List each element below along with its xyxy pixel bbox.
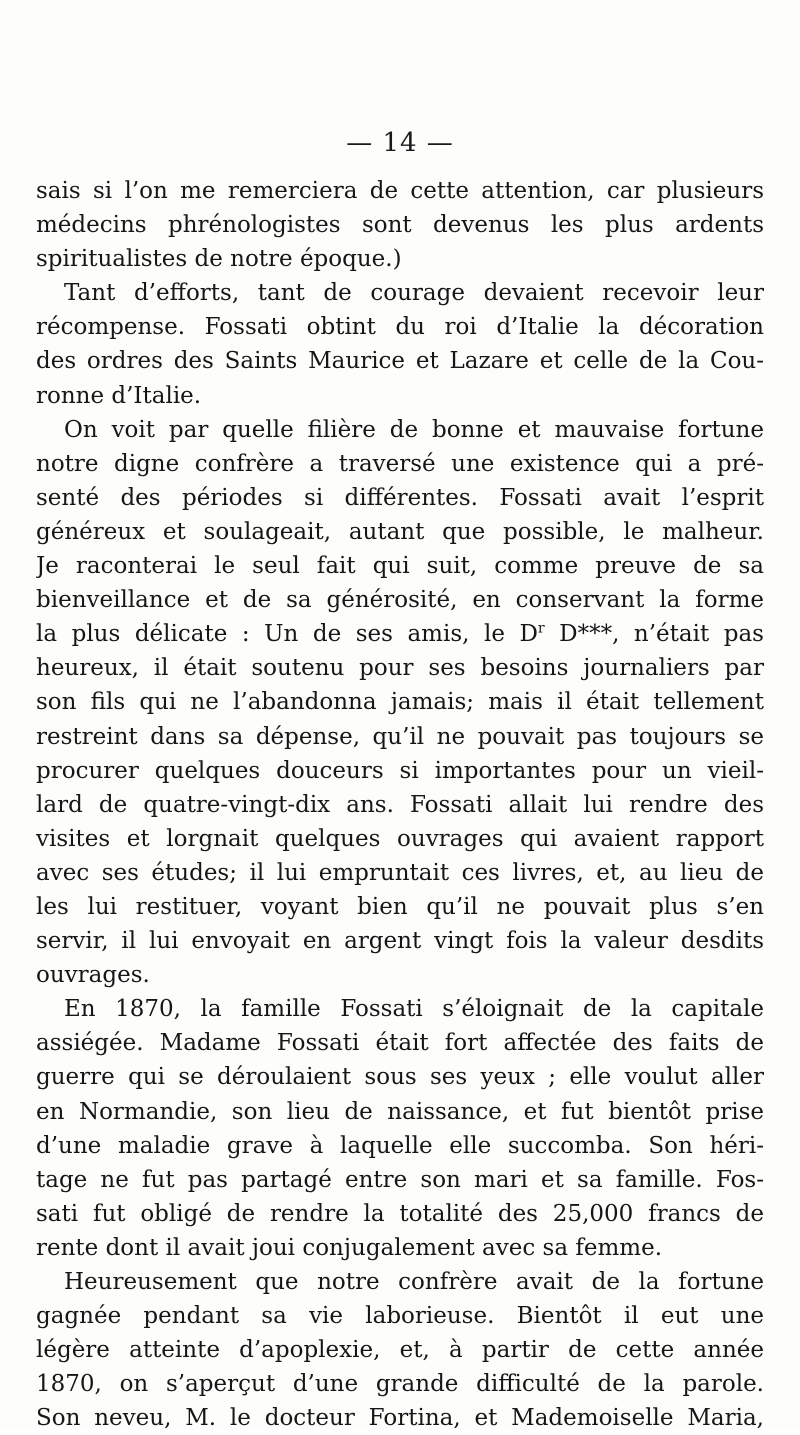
text-line: restreint dans sa dépense, qu’il ne pouvait pas toujours se (36, 723, 764, 750)
text-line: son fils qui ne l’abandonna jamais; mais il était tellement (36, 689, 764, 716)
text-line: gagnée pendant sa vie laborieuse. Bientôt il eut une (36, 1303, 764, 1330)
text-line: Heureusement que notre confrère avait de la fortune (64, 1269, 764, 1295)
text-line: Son neveu, M. le docteur Fortina, et Mademoiselle Maria, (36, 1405, 764, 1432)
text-line-end: D***, n’était pas (544, 621, 764, 648)
text-line: des ordres des Saints Maurice et Lazare et celle de la Cou- (36, 348, 764, 375)
text-line: senté des périodes si différentes. Fossati avait l’esprit (36, 484, 764, 511)
text-line: légère atteinte d’apoplexie, et, à partir de cette année (36, 1337, 764, 1364)
page-number: — 14 — (346, 128, 454, 158)
text-line: ronne d’Italie. (36, 382, 202, 409)
text-line: heureux, il était soutenu pour ses besoins journaliers par (36, 655, 764, 682)
text-line: guerre qui se déroulaient sous ses yeux ; elle voulut aller (36, 1064, 764, 1091)
text-line: notre digne confrère a traversé une existence qui a pré- (36, 450, 764, 477)
text-line: spiritualistes de notre époque.) (36, 246, 402, 273)
text-line: d’une maladie grave à laquelle elle succomba. Son héri- (36, 1132, 764, 1159)
text-line: visites et lorgnait quelques ouvrages qui avaient rapport (36, 825, 764, 852)
text-line: récompense. Fossati obtint du roi d’Italie la décoration (36, 314, 764, 341)
text-line (36, 617, 764, 651)
text-line: sais si l’on me remerciera de cette attention, car plusieurs (36, 178, 764, 204)
text-line: On voit par quelle filière de bonne et mauvaise fortune (64, 416, 764, 443)
text-line: 1870, on s’aperçut d’une grande difficulté de la parole. (36, 1371, 764, 1398)
text-line: Je raconterai le seul fait qui suit, comme preuve de sa (36, 553, 764, 580)
text-line: bienveillance et de sa générosité, en conservant la forme (36, 587, 764, 614)
text-line: procurer quelques douceurs si importantes pour un vieil- (36, 757, 764, 784)
text-line: servir, il lui envoyait en argent vingt fois la valeur desdits (36, 928, 764, 955)
text-line: sati fut obligé de rendre la totalité des 25,000 francs de (36, 1200, 764, 1227)
text-line: rente dont il avait joui conjugalement avec sa femme. (36, 1234, 663, 1261)
superscript-r: r (537, 620, 545, 637)
text-line: avec ses études; il lui empruntait ces livres, et, au lieu de (36, 859, 764, 886)
text-line-start: la plus délicate : Un de ses amis, le D (36, 621, 538, 648)
text-line: les lui restituer, voyant bien qu’il ne pouvait plus s’en (36, 893, 764, 920)
text-line: assiégée. Madame Fossati était fort affectée des faits de (36, 1030, 764, 1057)
body-text (36, 174, 764, 1435)
text-line: lard de quatre-vingt-dix ans. Fossati allait lui rendre des (36, 791, 764, 818)
text-line: En 1870, la famille Fossati s’éloignait de la capitale (64, 996, 764, 1023)
text-line: Tant d’efforts, tant de courage devaient recevoir leur (64, 280, 764, 307)
text-line: généreux et soulageait, autant que possible, le malheur. (36, 518, 764, 545)
text-line: en Normandie, son lieu de naissance, et fut bientôt prise (36, 1098, 764, 1125)
text-line: tage ne fut pas partagé entre son mari et sa famille. Fos- (36, 1166, 764, 1193)
text-line: ouvrages. (36, 962, 150, 989)
text-line: médecins phrénologistes sont devenus les plus ardents (36, 212, 764, 239)
